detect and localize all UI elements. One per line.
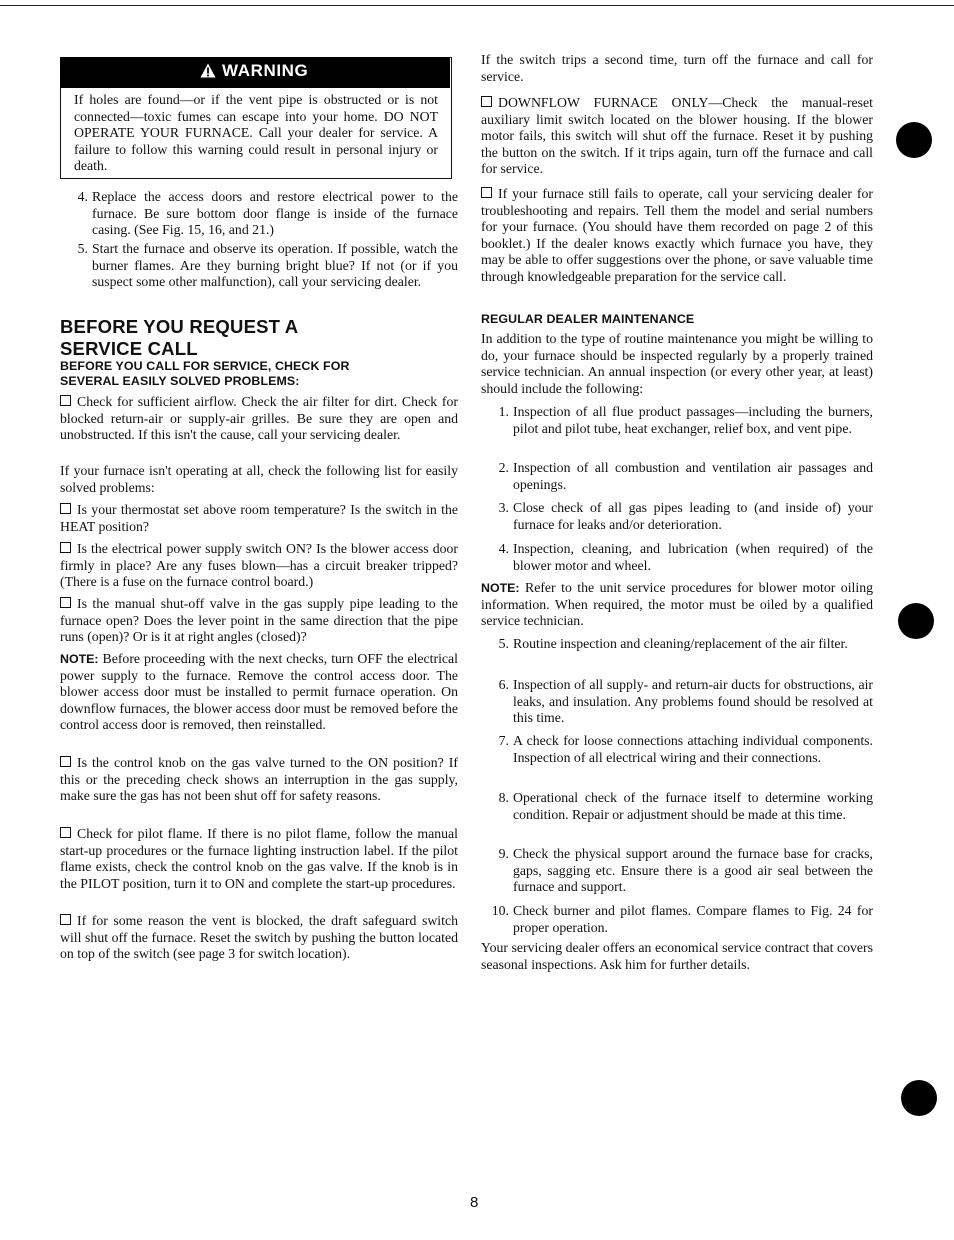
list-item (60, 241, 458, 291)
downflow-check (481, 95, 873, 178)
section-subtitle (60, 359, 350, 389)
list-item (481, 903, 873, 936)
note-label: NOTE: (60, 652, 99, 666)
note-label: NOTE: (481, 581, 520, 595)
list-item (481, 677, 873, 727)
checkbox-icon (60, 756, 71, 767)
list-item (481, 460, 873, 493)
section-subtitle-line1: BEFORE YOU CALL FOR SERVICE, CHECK FOR (60, 359, 350, 373)
fails-check (481, 186, 873, 286)
item-text: Inspection of all supply- and return-air ducts for obstructions, air leaks, and insulation. Any problems found should be resolved at this time. (513, 677, 873, 726)
item-text: Check burner and pilot flames. Compare flames to Fig. 24 for proper operation. (513, 903, 873, 935)
step-number: 5. (77, 241, 88, 256)
checkbox-icon (481, 96, 492, 107)
airflow-text: Check for sufficient airflow. Check the air filter for dirt. Check for blocked return-air or supply-air grilles. Be sure they are open and unobstructed. If this isn't the cause, call your servicing dealer. (60, 394, 458, 443)
knob-text: Is the control knob on the gas valve turned to the ON position? If this or the preceding check shows an interruption in the gas supply, make sure the gas has not been shut off for safety reasons. (60, 755, 458, 804)
maintenance-intro: In addition to the type of routine maintenance you might be willing to do, your furnace should be inspected regularly by a properly trained service technician. An annual inspection (or every other year, at least) should include the following: (481, 331, 873, 396)
checkbox-icon (60, 914, 71, 925)
item-number: 10. (491, 903, 509, 918)
note-text: Before proceeding with the next checks, turn OFF the electrical power supply to the furnace. Remove the control access door. The blower access door must be installed to permit furnace operation. On downflow furnaces, the blower access door must be removed before the control access door is removed, then reinstalled. (60, 651, 459, 733)
vent-text: If for some reason the vent is blocked, the draft safeguard switch will shut off the furnace. Reset the switch by pushing the button located on top of the switch (see page 3 for switch location). (60, 913, 458, 962)
list-item (481, 541, 873, 574)
downflow-text: DOWNFLOW FURNACE ONLY—Check the manual-reset auxiliary limit switch located on the blower housing. If the blower motor fails, this switch will shut off the furnace. Reset it by pushing the button on the switch. If it trips again, turn off the furnace and call for service. (481, 95, 873, 177)
note-text: Refer to the unit service procedures for blower motor oiling information. When required, the motor must be oiled by a qualified service technician. (481, 580, 874, 629)
item-number: 7. (498, 733, 509, 748)
list-item (481, 636, 873, 653)
item-text: Operational check of the furnace itself to determine working condition. Repair or adjustment should be made at this time. (513, 790, 873, 822)
pilot-text: Check for pilot flame. If there is no pilot flame, follow the manual start-up procedures or the furnace lighting instruction label. If the pilot flame exists, check the control knob on the gas valve. If the knob is in the PILOT position, turn it to ON and complete the start-up procedures. (60, 826, 458, 891)
warning-header-bar (60, 57, 450, 88)
intro-text: If your furnace isn't operating at all, check the following list for easily solved problems: (60, 463, 458, 495)
registration-dot (896, 122, 932, 158)
closing-text: Your servicing dealer offers an economical service contract that covers seasonal inspections. Ask him for further details. (481, 940, 873, 972)
item-text: Inspection of all flue product passages—including the burners, pilot and pilot tube, heat exchanger, relief box, and vent pipe. (513, 404, 873, 436)
pilot-check (60, 826, 458, 892)
checkbox-icon (60, 542, 71, 553)
item-number: 4. (498, 541, 509, 556)
item-number: 2. (498, 460, 509, 475)
valve-check (60, 596, 458, 646)
item-text: Routine inspection and cleaning/replacement of the air filter. (513, 636, 848, 651)
registration-dot (898, 603, 934, 639)
item-text: Inspection of all combustion and ventilation air passages and openings. (513, 460, 873, 492)
fails-text: If your furnace still fails to operate, call your servicing dealer for troubleshooting and repairs. Tell them the model and serial numbers for your furnace. (You should have them recorded on page 2 of this booklet.) If the dealer knows exactly which furnace you have, they may be able to offer suggestions over the phone, or save valuable time through knowledgeable preparation for the service call. (481, 186, 873, 284)
list-item (481, 404, 873, 437)
item-text: A check for loose connections attaching individual components. Inspection of all electrical wiring and their connections. (513, 733, 873, 765)
step-text: Start the furnace and observe its operation. If possible, watch the burner flames. Are they burning bright blue? If not (or if you suspect some other malfunction), call your servicing dealer. (92, 241, 458, 290)
vent-check (60, 913, 458, 963)
item-text: Inspection, cleaning, and lubrication (when required) of the blower motor and wheel. (513, 541, 873, 573)
knob-check (60, 755, 458, 805)
item-number: 6. (498, 677, 509, 692)
list-item (60, 189, 458, 239)
power-text: Is the electrical power supply switch ON? Is the blower access door firmly in place? Are any fuses blown—has a circuit breaker tripped? (There is a fuse on the furnace control board.) (60, 541, 458, 590)
item-number: 8. (498, 790, 509, 805)
section-title-line1: BEFORE YOU REQUEST A (60, 316, 299, 337)
maintenance-note (481, 580, 873, 630)
item-number: 9. (498, 846, 509, 861)
checkbox-icon (60, 827, 71, 838)
top-rule (0, 5, 954, 6)
valve-text: Is the manual shut-off valve in the gas supply pipe leading to the furnace open? Does the lever point in the same direction that the pipe runs (open)? Or is it at right angles (closed)? (60, 596, 458, 645)
list-item (481, 790, 873, 823)
checkbox-icon (60, 503, 71, 514)
list-item (481, 500, 873, 533)
list-item (481, 846, 873, 896)
checkbox-icon (60, 395, 71, 406)
warning-text: If holes are found—or if the vent pipe is obstructed or is not connected—toxic fumes can escape into your home. DO NOT OPERATE YOUR FURNACE. Call your dealer for service. A failure to follow this warning could result in personal injury or death. (74, 92, 438, 174)
power-check (60, 541, 458, 591)
item-text: Check the physical support around the furnace base for cracks, gaps, sagging etc. Ensure there is a good air seal between the furnace and support. (513, 846, 873, 895)
item-number: 5. (498, 636, 509, 651)
airflow-check (60, 394, 458, 444)
thermostat-check (60, 502, 458, 535)
maintenance-heading: REGULAR DEALER MAINTENANCE (481, 312, 695, 326)
item-number: 1. (498, 404, 509, 419)
warning-triangle-icon (200, 63, 216, 78)
item-number: 3. (498, 500, 509, 515)
item-text: Close check of all gas pipes leading to (and inside of) your furnace for leaks and/or deterioration. (513, 500, 873, 532)
page-number: 8 (470, 1194, 479, 1211)
checkbox-icon (481, 187, 492, 198)
section-title (60, 316, 298, 360)
checkbox-icon (60, 597, 71, 608)
registration-dot (901, 1080, 937, 1116)
section-subtitle-line2: SEVERAL EASILY SOLVED PROBLEMS: (60, 374, 300, 388)
trips-text: If the switch trips a second time, turn off the furnace and call for service. (481, 52, 873, 84)
list-item (481, 733, 873, 766)
section-title-line2: SERVICE CALL (60, 338, 198, 359)
thermostat-text: Is your thermostat set above room temperature? Is the switch in the HEAT position? (60, 502, 458, 534)
warning-title: WARNING (222, 61, 309, 80)
step-text: Replace the access doors and restore electrical power to the furnace. Be sure bottom door flange is inside of the furnace casing. (See Fig. 15, 16, and 21.) (92, 189, 458, 238)
step-number: 4. (77, 189, 88, 204)
note-paragraph (60, 651, 458, 734)
